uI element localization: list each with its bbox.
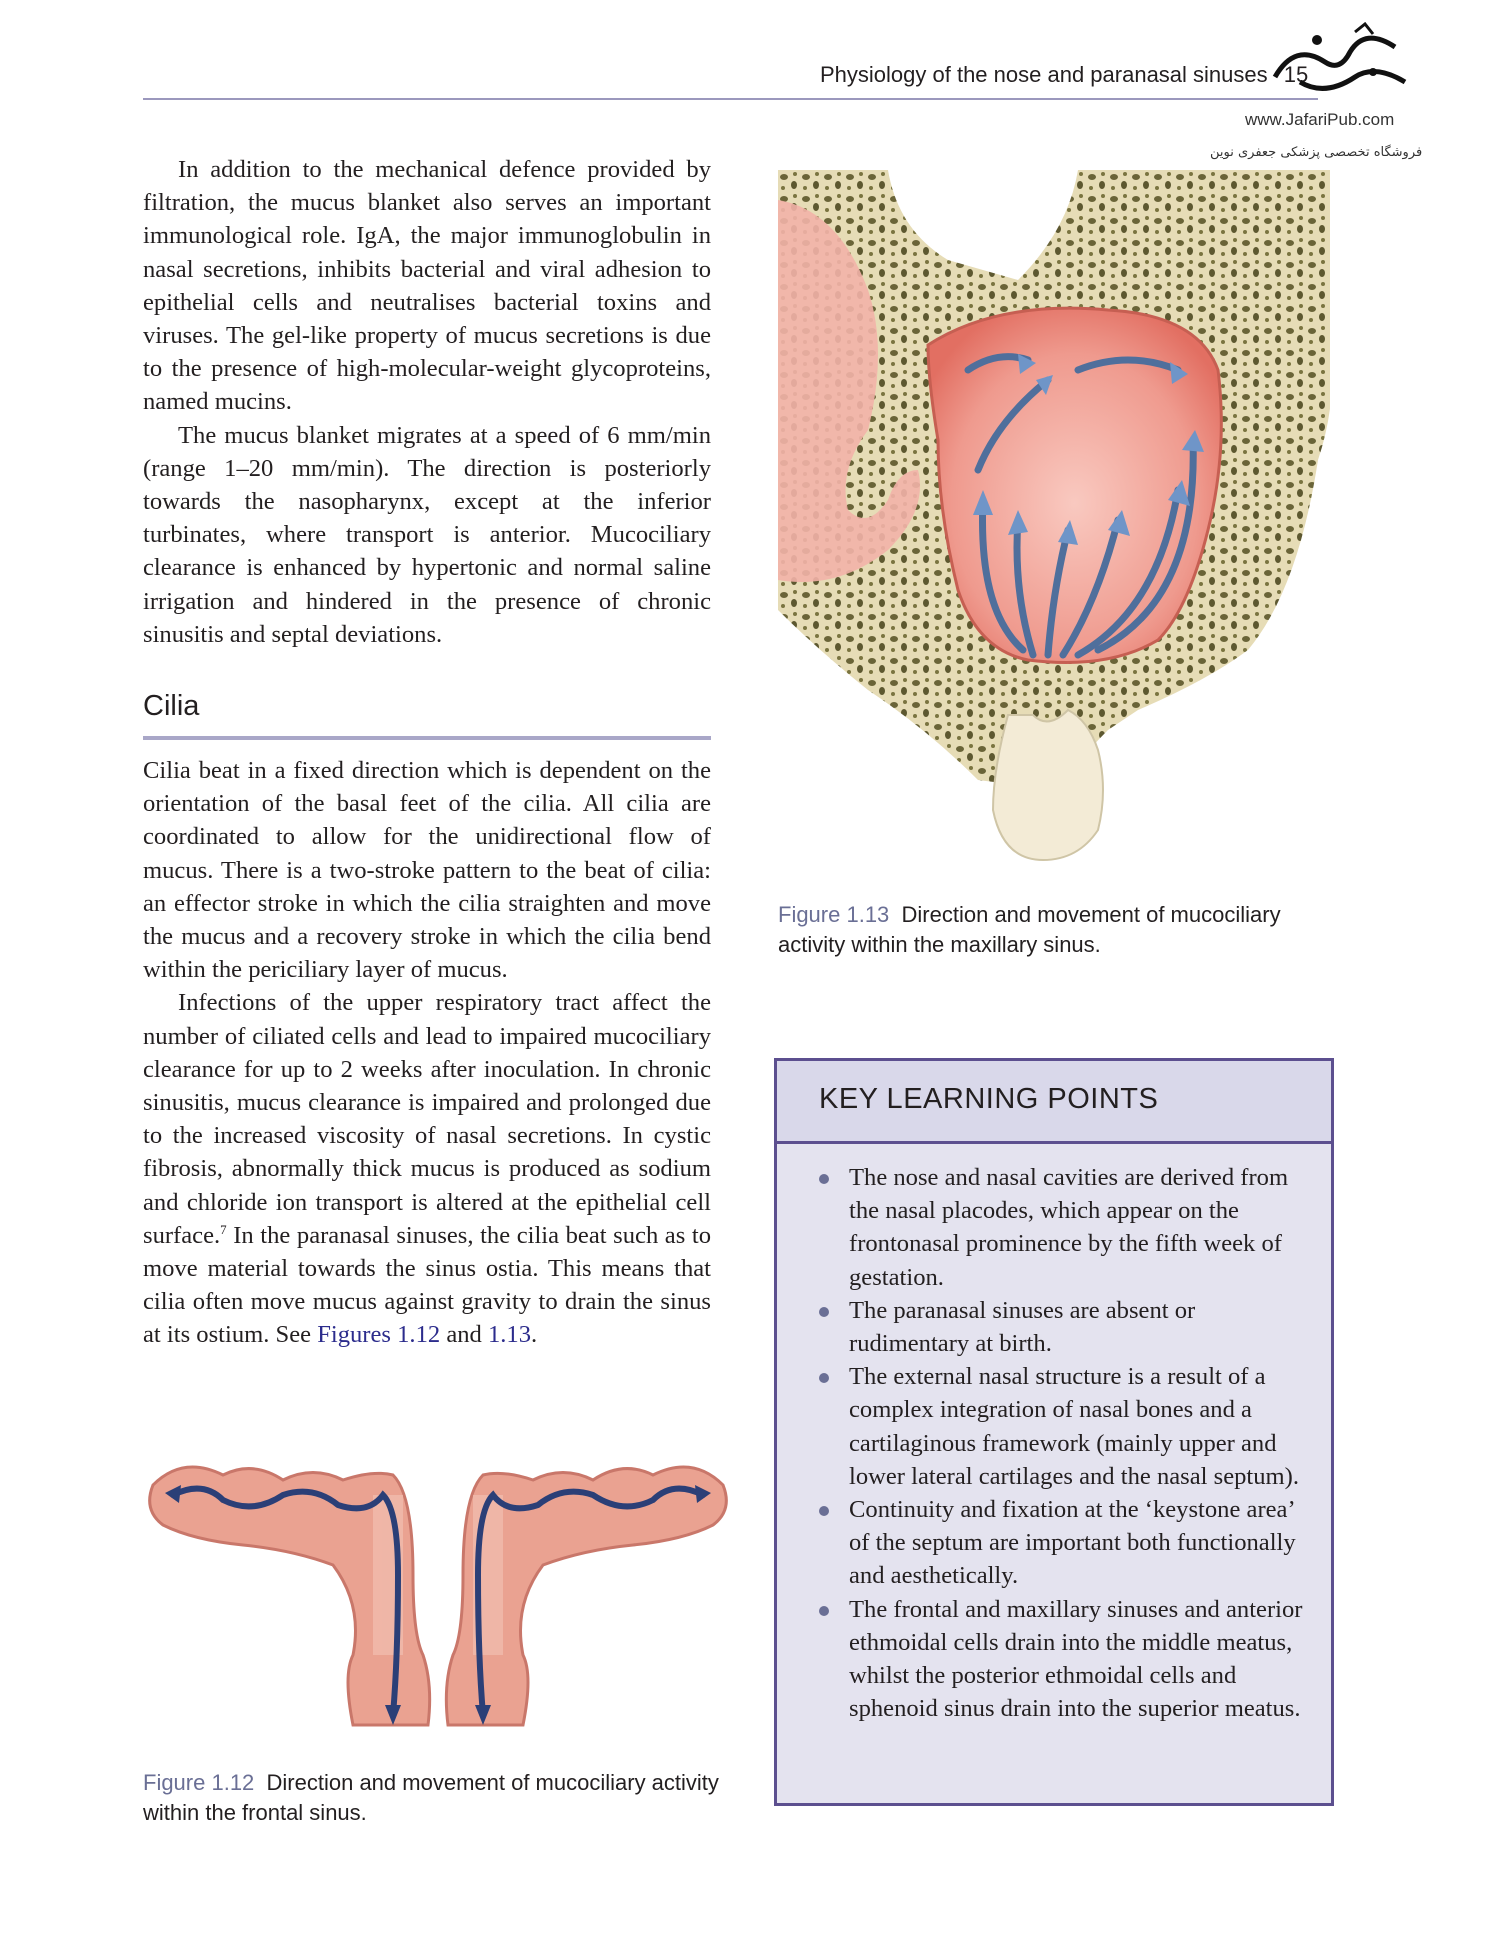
- paragraph-4-and: and: [440, 1321, 488, 1349]
- list-item: [817, 1161, 1307, 1294]
- figure-1-12-caption-text: Direction and movement of mucociliary activity within the frontal sinus.: [143, 1770, 719, 1825]
- paragraph-1: In addition to the mechanical defence provided by filtration, the mucus blanket also serves an important immunological role. IgA, the major immunoglobulin in nasal secretions, inhibits bacterial and viral adhesion to epithelial cells and neutralises bacterial toxins and viruses. The gel-like property of mucus secretions is due to the presence of high-molecular-weight glycoproteins, named mucins.: [143, 156, 711, 416]
- list-item-text: The nose and nasal cavities are derived from the nasal placodes, which appear on the frontonasal prominence by the fifth week of gestation.: [849, 1164, 1289, 1291]
- list-item-text: The external nasal structure is a result of a complex integration of nasal bones and a cartilaginous framework (mainly upper and lower lateral cartilages and the nasal septum).: [849, 1363, 1300, 1490]
- section-heading-cilia: Cilia: [143, 690, 200, 722]
- list-item-text: The paranasal sinuses are absent or rudimentary at birth.: [849, 1296, 1196, 1358]
- figure-1-12-caption: [143, 1768, 723, 1828]
- figure-1-12-illustration: [143, 1455, 733, 1735]
- bullet-icon: [819, 1606, 829, 1616]
- figure-1-12-label: Figure 1.12: [143, 1770, 255, 1795]
- list-item-text: The frontal and maxillary sinuses and anterior ethmoidal cells drain into the middle meatus, whilst the posterior ethmoidal cells and sphenoid sinus drain into the superior meatus.: [849, 1595, 1303, 1723]
- list-item: [817, 1294, 1307, 1360]
- paragraph-4-text-b: In the paranasal sinuses, the cilia beat such as to move material towards the sinus ostia. This means that cilia often move mucus against gravity to drain the sinus at its ostium. See: [143, 1221, 711, 1349]
- bullet-icon: [819, 1506, 829, 1516]
- watermark-url: www.JafariPub.com: [1245, 110, 1395, 129]
- figure-1-13-illustration: [778, 170, 1330, 865]
- section-rule: [143, 736, 711, 740]
- key-learning-points-box: [774, 1058, 1334, 1806]
- running-header: [820, 62, 1308, 88]
- list-item: [817, 1493, 1307, 1593]
- figure-1-13-caption-text: Direction and movement of mucociliary activity within the maxillary sinus.: [778, 902, 1281, 957]
- paragraph-4-end: .: [531, 1321, 538, 1349]
- figure-1-13-caption: [778, 900, 1338, 960]
- reference-marker: 7: [220, 1221, 227, 1237]
- bullet-icon: [819, 1307, 829, 1317]
- body-column-top: [143, 153, 711, 651]
- paragraph-4: [143, 986, 711, 1351]
- key-learning-points-header: [777, 1061, 1331, 1144]
- page-number: 15: [1283, 62, 1309, 87]
- figure-1-13-label: Figure 1.13: [778, 902, 890, 927]
- paragraph-4-text-a: Infections of the upper respiratory tract affect the number of ciliated cells and lead to impaired mucociliary clearance for up to 2 weeks after inoculation. In chronic sinusitis, mucus clearance is impaired and prolonged due to the increased viscosity of nasal secretions. In cystic fibrosis, abnormally thick mucus is produced as sodium and chloride ion transport is altered at the epithelial cell surface.: [143, 989, 711, 1249]
- header-rule: [143, 98, 1318, 100]
- body-column-cilia: [143, 754, 711, 1352]
- watermark-persian: فروشگاه تخصصی پزشکی جعفری نوین: [1210, 145, 1423, 160]
- list-item: [817, 1593, 1307, 1726]
- figure-1-12-link[interactable]: Figures 1.12: [317, 1321, 441, 1349]
- paragraph-2: The mucus blanket migrates at a speed of 6 mm/min (range 1–20 mm/min). The direction is posteriorly towards the nasopharynx, except at the inferior turbinates, where transport is anterior. Mucociliary clearance is enhanced by hypertonic and normal saline irrigation and hindered in the presence of chronic sinusitis and septal deviations.: [143, 421, 711, 648]
- running-title: Physiology of the nose and paranasal sinuses: [820, 62, 1268, 87]
- list-item-text: Continuity and fixation at the ‘keystone area’ of the septum are important both functionally and aesthetically.: [849, 1496, 1296, 1590]
- bullet-icon: [819, 1174, 829, 1184]
- key-learning-points-list: [817, 1161, 1307, 1725]
- publisher-logo-icon: [1255, 22, 1415, 102]
- key-learning-points-title: KEY LEARNING POINTS: [819, 1083, 1159, 1115]
- figure-1-13-link[interactable]: 1.13: [487, 1321, 532, 1349]
- bullet-icon: [819, 1373, 829, 1383]
- list-item: [817, 1360, 1307, 1493]
- paragraph-3: Cilia beat in a fixed direction which is dependent on the orientation of the basal feet of the cilia. All cilia are coordinated to allow for the unidirectional flow of mucus. There is a two-stroke pattern to the beat of cilia: an effector stroke in which the cilia straighten and move the mucus and a recovery stroke in which the cilia bend within the periciliary layer of mucus.: [143, 757, 711, 984]
